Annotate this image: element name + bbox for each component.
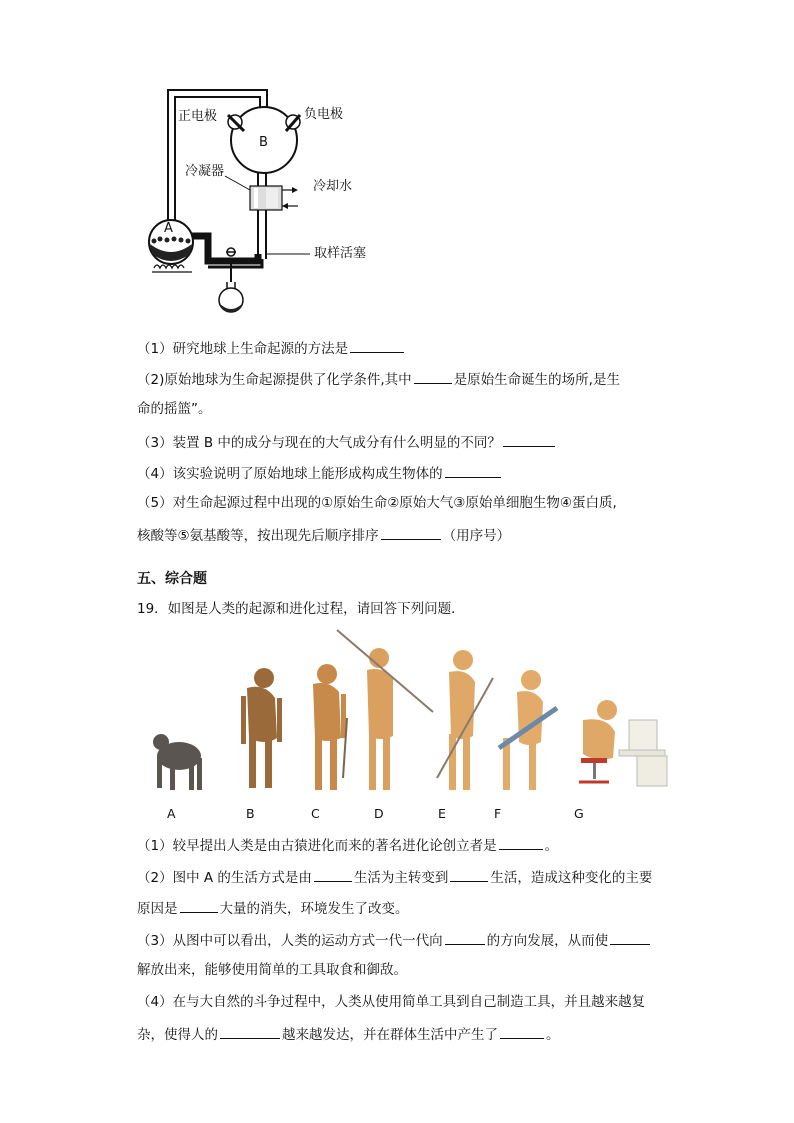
figure-label-e: E <box>438 806 446 821</box>
sphere-b-label: B <box>259 135 268 150</box>
answer-blank[interactable] <box>180 898 218 913</box>
answer-blank[interactable] <box>350 338 404 353</box>
q19-item-2 <box>137 867 652 887</box>
q18-item-2 <box>137 369 620 389</box>
q19-item-1-part1: （1）较早提出人类是由古猿进化而来的著名进化论创立者是 <box>137 838 497 854</box>
evolution-stage-a <box>153 734 202 790</box>
answer-blank[interactable] <box>414 369 452 384</box>
q18-item-1-text: （1）研究地球上生命起源的方法是 <box>137 341 349 357</box>
q19-item-2-line2-part1: 原因是 <box>137 901 178 917</box>
figure-label-c: C <box>311 806 320 821</box>
q19-item-3-part2: 的方向发展，从而使 <box>486 933 609 949</box>
q18-item-3-text: （3）装置 B 中的成分与现在的大气成分有什么明显的不同？ <box>137 435 501 451</box>
positive-electrode-label: 正电极 <box>178 109 218 124</box>
q18-item-5-line2 <box>137 525 510 545</box>
figure-label-f: F <box>494 806 502 821</box>
cooling-water-label: 冷却水 <box>313 179 353 194</box>
q19-item-3-part1: （3）从图中可以看出，人类的运动方式一代一代向 <box>137 933 443 949</box>
q19-item-2-part1: （2）图中 A 的生活方式是由 <box>137 870 312 886</box>
evolution-stage-b <box>241 668 282 788</box>
evolution-stage-e <box>437 650 493 790</box>
q19-item-4-part1: 杂，使得人的 <box>137 1027 218 1043</box>
evolution-stage-f <box>499 670 557 790</box>
human-evolution-figure <box>137 628 677 803</box>
q19-item-2-part3: 生活，造成这种变化的主要 <box>490 870 653 886</box>
answer-blank[interactable] <box>314 867 352 882</box>
q19-item-4-part3: 。 <box>546 1027 560 1043</box>
q18-item-4 <box>137 463 503 483</box>
answer-blank[interactable] <box>499 835 543 850</box>
q18-item-2-part2: 是原始生命诞生的场所,是生 <box>453 372 620 388</box>
q19-question: 19．如图是人类的起源和进化过程，请回答下列问题． <box>137 601 465 617</box>
figure-label-b: B <box>246 806 255 821</box>
q18-item-1 <box>137 338 406 358</box>
evolution-stage-g <box>579 700 667 786</box>
answer-blank[interactable] <box>500 1024 544 1039</box>
q18-item-5-part2: （用序号） <box>442 528 511 544</box>
q19-item-3 <box>137 930 652 950</box>
answer-blank[interactable] <box>610 930 650 945</box>
q19-item-3-line2: 解放出来，能够使用简单的工具取食和御敌。 <box>137 962 407 978</box>
q19-item-1 <box>137 835 558 855</box>
figure-label-d: D <box>374 806 384 821</box>
answer-blank[interactable] <box>445 930 485 945</box>
q19-item-2-line2 <box>137 898 409 918</box>
q18-item-2-line2: 命的摇篮”。 <box>137 401 212 417</box>
apparatus-drawing <box>140 84 380 324</box>
q19-item-4-line1: （4）在与大自然的斗争过程中，人类从使用简单工具到自己制造工具，并且越来越复 <box>137 994 646 1010</box>
q18-item-3 <box>137 432 557 452</box>
figure-label-g: G <box>574 806 584 821</box>
q18-item-5-part1: 核酸等⑤氨基酸等，按出现先后顺序排序 <box>137 528 379 544</box>
q18-item-4-text: （4）该实验说明了原始地球上能形成构成生物体的 <box>137 466 443 482</box>
figure-label-a: A <box>167 806 176 821</box>
answer-blank[interactable] <box>503 432 555 447</box>
q18-item-2-part1: （2)原始地球为生命起源提供了化学条件,其中 <box>137 372 412 388</box>
q19-item-2-line2-part2: 大量的消失，环境发生了改变。 <box>219 901 409 917</box>
answer-blank[interactable] <box>450 867 488 882</box>
evolution-stage-d <box>337 630 433 790</box>
answer-blank[interactable] <box>445 463 501 478</box>
flask-c-label: C <box>227 293 234 304</box>
section-title: 五、综合题 <box>137 571 207 587</box>
condenser-label: 冷凝器 <box>185 164 225 179</box>
evolution-stage-c <box>313 664 347 790</box>
q19-item-2-part2: 生活为主转变到 <box>353 870 449 886</box>
q18-item-5-line1: （5）对生命起源过程中出现的①原始生命②原始大气③原始单细胞生物④蛋白质, <box>137 495 617 511</box>
sampling-valve-label: 取样活塞 <box>314 246 367 261</box>
flask-a-label: A <box>164 221 173 236</box>
miller-apparatus-diagram <box>140 84 380 324</box>
answer-blank[interactable] <box>220 1024 280 1039</box>
answer-blank[interactable] <box>381 525 441 540</box>
q19-item-4-line2 <box>137 1024 560 1044</box>
q19-item-1-part2: 。 <box>544 838 559 854</box>
q19-item-4-part2: 越来越发达，并在群体生活中产生了 <box>282 1027 498 1043</box>
negative-electrode-label: 负电极 <box>304 107 344 122</box>
